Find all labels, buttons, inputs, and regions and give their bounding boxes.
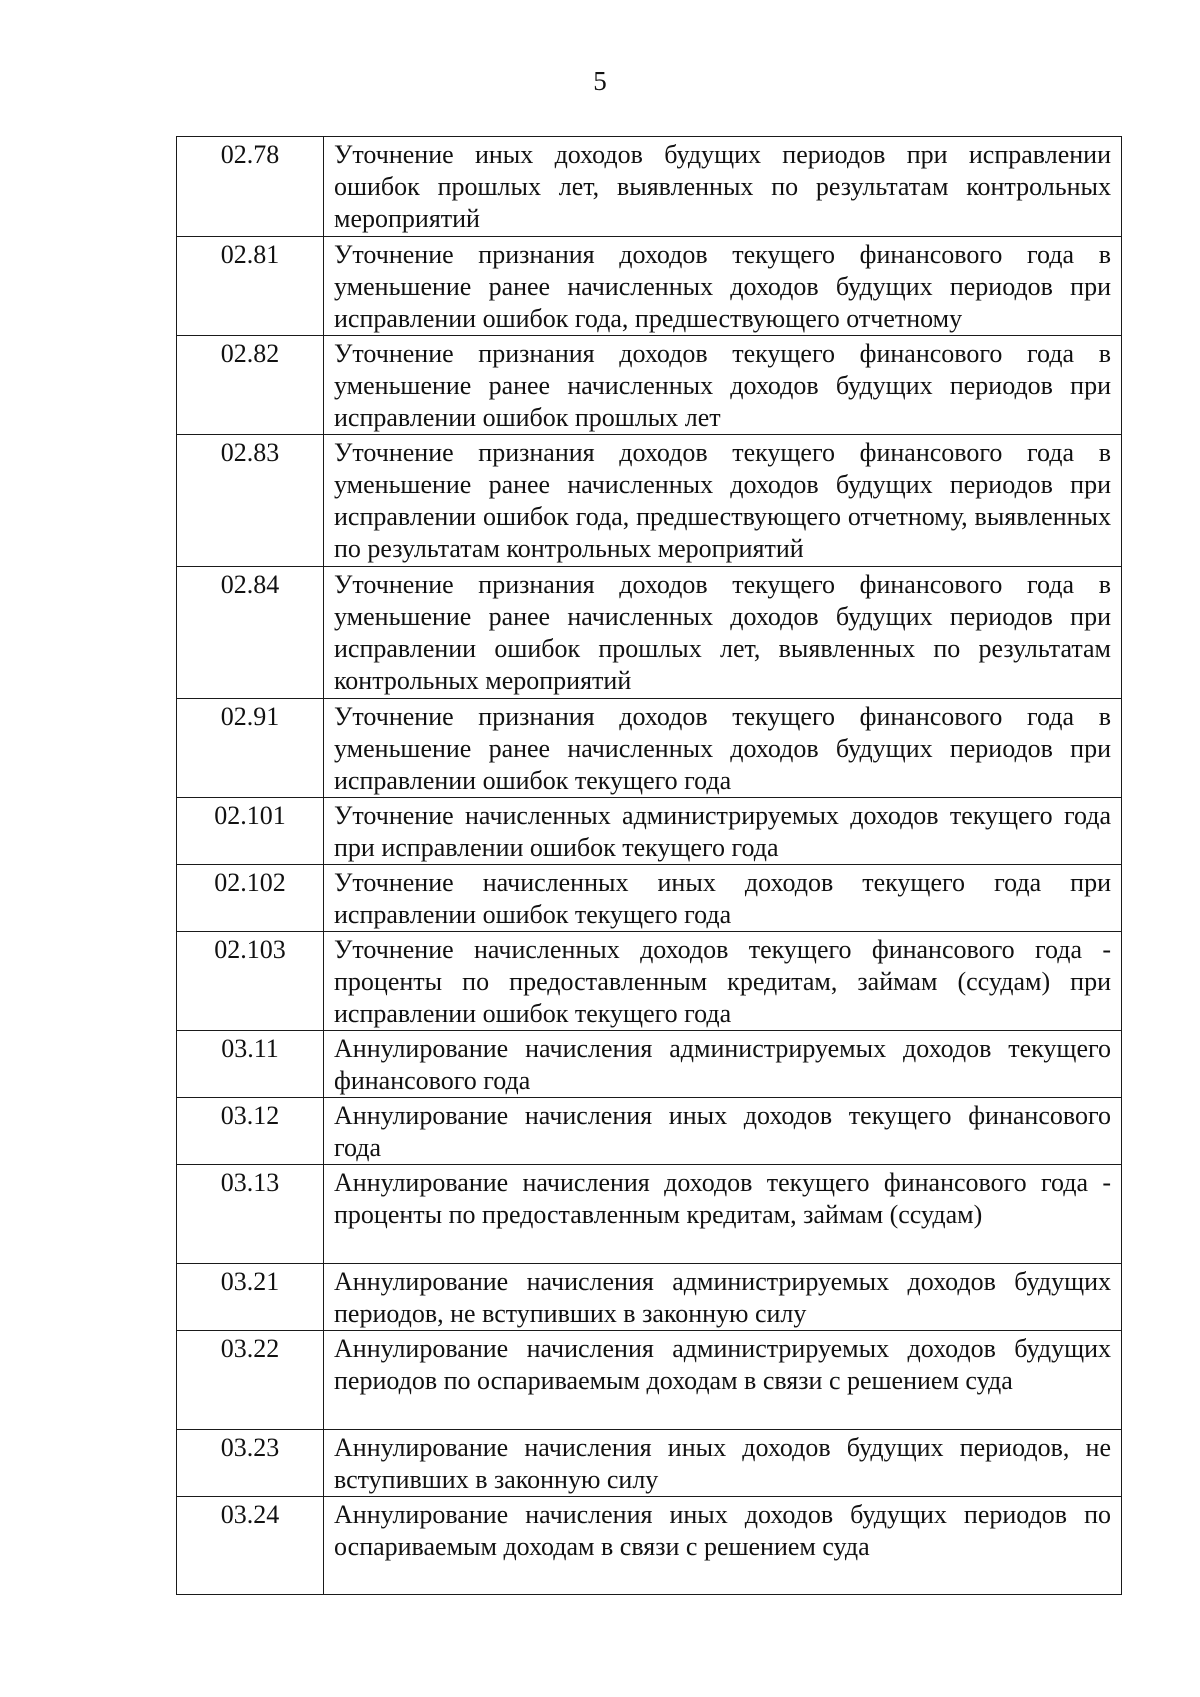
row-description: Аннулирование начисления администрируемых доходов будущих периодов, не вступивших в законную силу	[324, 1264, 1122, 1331]
table-row	[177, 336, 1122, 435]
table-row	[177, 1264, 1122, 1331]
row-description: Аннулирование начисления доходов текущего финансового года - проценты по предоставленным кредитам, займам (ссудам)	[324, 1165, 1122, 1264]
row-description: Уточнение начисленных доходов текущего финансового года - проценты по предоставленным кредитам, займам (ссудам) при исправлении ошибок текущего года	[324, 932, 1122, 1031]
table-row	[177, 1031, 1122, 1098]
row-code: 02.78	[177, 137, 324, 237]
row-description: Аннулирование начисления иных доходов будущих периодов по оспариваемым доходам в связи с решением суда	[324, 1497, 1122, 1595]
row-description: Аннулирование начисления иных доходов будущих периодов, не вступивших в законную силу	[324, 1430, 1122, 1497]
row-code: 02.101	[177, 798, 324, 865]
row-description: Уточнение начисленных администрируемых доходов текущего года при исправлении ошибок текущего года	[324, 798, 1122, 865]
table-row	[177, 865, 1122, 932]
table-row	[177, 567, 1122, 699]
row-code: 02.81	[177, 237, 324, 336]
table-row	[177, 137, 1122, 237]
table-row	[177, 1165, 1122, 1264]
operation-codes-table	[176, 136, 1122, 1595]
table-row	[177, 798, 1122, 865]
row-code: 03.24	[177, 1497, 324, 1595]
table-row	[177, 435, 1122, 567]
table-row	[177, 1430, 1122, 1497]
row-code: 03.22	[177, 1331, 324, 1430]
row-code: 03.11	[177, 1031, 324, 1098]
table-row	[177, 1331, 1122, 1430]
row-description: Аннулирование начисления иных доходов текущего финансового года	[324, 1098, 1122, 1165]
row-code: 02.82	[177, 336, 324, 435]
row-code: 03.13	[177, 1165, 324, 1264]
row-description: Уточнение признания доходов текущего финансового года в уменьшение ранее начисленных доходов будущих периодов при исправлении ошибок прошлых лет	[324, 336, 1122, 435]
row-code: 02.102	[177, 865, 324, 932]
row-code: 03.12	[177, 1098, 324, 1165]
row-description: Уточнение признания доходов текущего финансового года в уменьшение ранее начисленных доходов будущих периодов при исправлении ошибок года, предшествующего отчетному, выявленных по результатам контрольных мероприятий	[324, 435, 1122, 567]
row-description: Уточнение признания доходов текущего финансового года в уменьшение ранее начисленных доходов будущих периодов при исправлении ошибок года, предшествующего отчетному	[324, 237, 1122, 336]
row-code: 02.91	[177, 699, 324, 798]
row-description: Аннулирование начисления администрируемых доходов будущих периодов по оспариваемым доходам в связи с решением суда	[324, 1331, 1122, 1430]
table-row	[177, 932, 1122, 1031]
row-description: Уточнение начисленных иных доходов текущего года при исправлении ошибок текущего года	[324, 865, 1122, 932]
row-code: 03.23	[177, 1430, 324, 1497]
row-code: 03.21	[177, 1264, 324, 1331]
table-row	[177, 699, 1122, 798]
page-number: 5	[593, 66, 607, 96]
table-row	[177, 237, 1122, 336]
row-code: 02.83	[177, 435, 324, 567]
row-code: 02.103	[177, 932, 324, 1031]
row-description: Уточнение признания доходов текущего финансового года в уменьшение ранее начисленных доходов будущих периодов при исправлении ошибок текущего года	[324, 699, 1122, 798]
row-description: Уточнение иных доходов будущих периодов при исправлении ошибок прошлых лет, выявленных по результатам контрольных мероприятий	[324, 137, 1122, 237]
row-description: Уточнение признания доходов текущего финансового года в уменьшение ранее начисленных доходов будущих периодов при исправлении ошибок прошлых лет, выявленных по результатам контрольных мероприятий	[324, 567, 1122, 699]
table-row	[177, 1497, 1122, 1595]
row-code: 02.84	[177, 567, 324, 699]
table-row	[177, 1098, 1122, 1165]
row-description: Аннулирование начисления администрируемых доходов текущего финансового года	[324, 1031, 1122, 1098]
